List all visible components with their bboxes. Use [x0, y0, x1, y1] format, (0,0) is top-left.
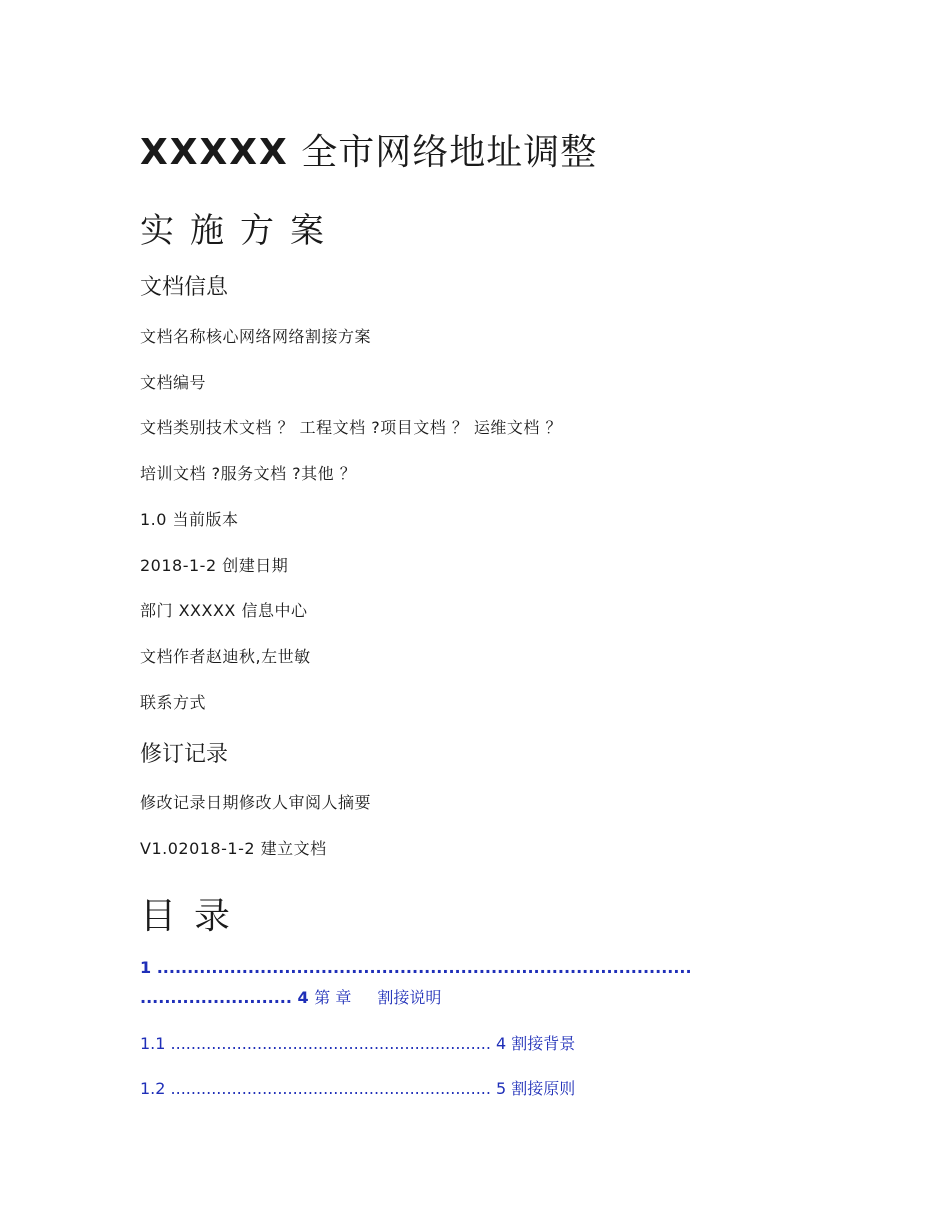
doc-info-heading: 文档信息	[140, 275, 229, 300]
toc-entry-1-dots: ......................... 4	[140, 988, 309, 1007]
author-line: 文档作者赵迪秋,左世敏	[140, 647, 311, 666]
doc-category-line: 文档类别技术文档 ？ 工程文档 ?项目文档 ？ 运维文档 ？	[140, 418, 563, 437]
title-prefix: XXXXX	[140, 132, 289, 173]
toc-entry-1-chapter: 第 章	[314, 988, 352, 1007]
toc-entry-1-2[interactable]: 1.2 ............................................................... 5 割接原则	[140, 1079, 576, 1098]
doc-name-line: 文档名称核心网络网络割接方案	[140, 327, 372, 346]
doc-number-line: 文档编号	[140, 373, 207, 392]
document-title	[140, 124, 597, 175]
title-main: 全市网络地址调整	[301, 132, 598, 173]
doc-category-line-2: 培训文档 ?服务文档 ?其他 ？	[140, 464, 357, 483]
revision-header-line: 修改记录日期修改人审阅人摘要	[140, 793, 372, 812]
toc-entry-1-title: 割接说明	[377, 988, 442, 1007]
department-line: 部门 XXXXX 信息中心	[140, 601, 308, 620]
document-subtitle: 实施方案	[140, 211, 340, 251]
toc-entry-1-line-1[interactable]: 1 ........................................................................................	[140, 958, 692, 977]
toc-entry-1-1[interactable]: 1.1 ............................................................... 4 割接背景	[140, 1034, 576, 1053]
version-line: 1.0 当前版本	[140, 510, 239, 529]
toc-heading: 目录	[140, 896, 249, 937]
revision-entry-line: V1.02018-1-2 建立文档	[140, 839, 327, 858]
revision-heading: 修订记录	[140, 742, 229, 767]
toc-entry-1-line-2[interactable]	[140, 985, 441, 1008]
contact-line: 联系方式	[140, 693, 207, 712]
created-date-line: 2018-1-2 创建日期	[140, 556, 289, 575]
